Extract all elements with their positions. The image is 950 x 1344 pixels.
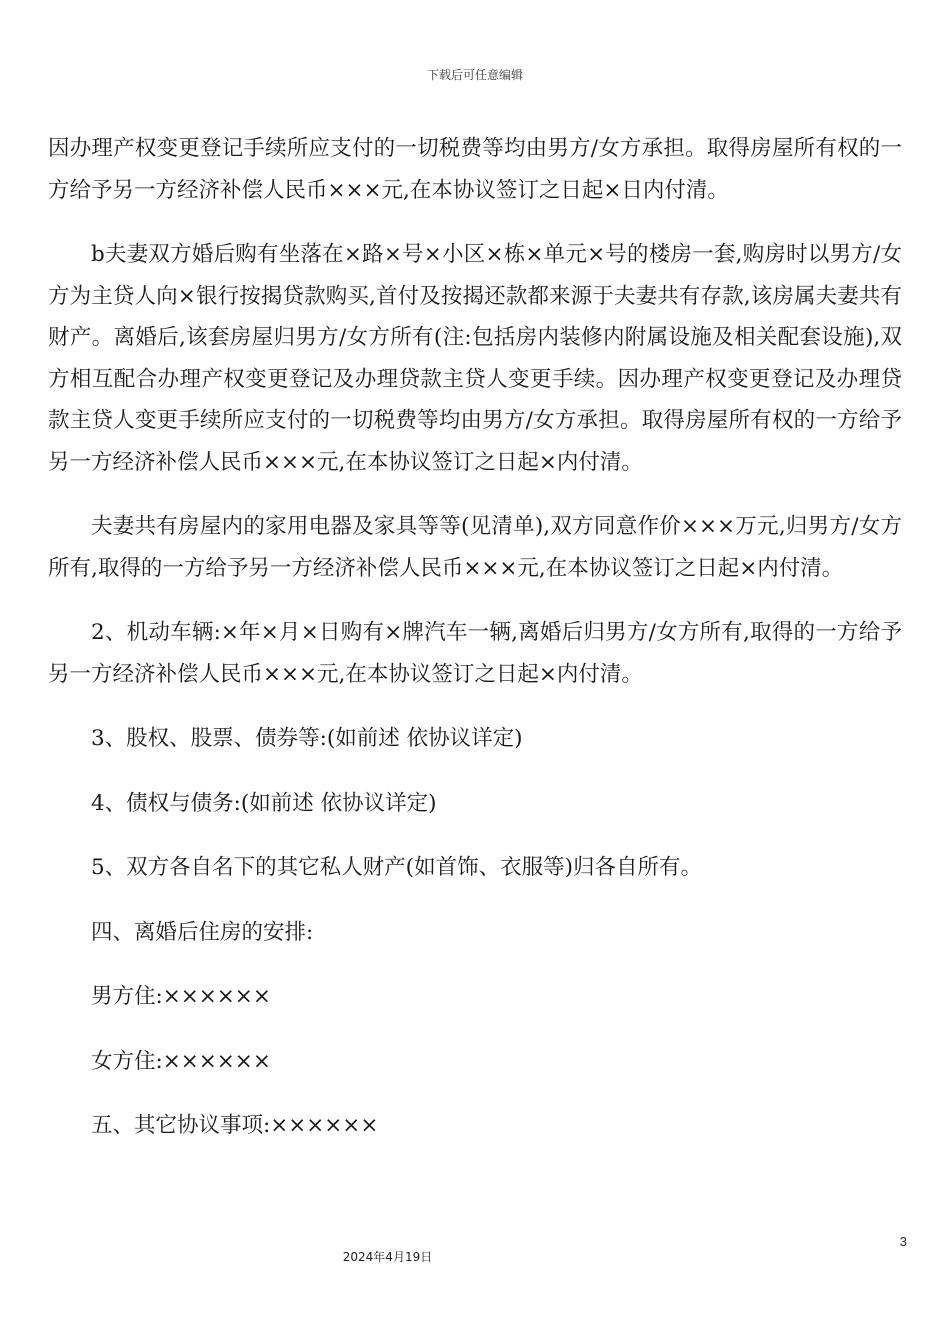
page-header: 下载后可任意编辑 [426, 68, 523, 82]
paragraph-personal-property: 5、双方各自名下的其它私人财产(如首饰、衣服等)归各自所有。 [91, 855, 702, 880]
paragraph-female-residence: 女方住:×××××× [91, 1048, 271, 1074]
paragraph-mortgage-house: b夫妻双方婚后购有坐落在×路×号×小区×栋×单元×号的楼房一套,购房时以男方/女方为主贷人向×银行按揭贷款购买,首付及按揭还款都来源于夫妻共有存款,该房属夫妻共有财产。离婚后,该套房屋归男方/女方所有(注:包括房内装修内附属设施及相关配套设施),双方相互配合办理产权变更登记及办理贷款主贷人变更手续。因办理产权变更登记及办理贷款主贷人变更手续所应支付的一切税费等均由男方/女方承担。取得房屋所有权的一方给予另一方经济补偿人民币×××元,在本协议签订之日起×内付清。 [48, 242, 902, 475]
paragraph-appliances: 夫妻共有房屋内的家用电器及家具等等(见清单),双方同意作价×××万元,归男方/女方所有,取得的一方给予另一方经济补偿人民币×××元,在本协议签订之日起×内付清。 [48, 514, 902, 581]
paragraph-male-residence: 男方住:×××××× [91, 984, 271, 1009]
page-number: 3 [899, 1234, 907, 1249]
paragraph-debts: 4、债权与债务:(如前述 依协议详定) [91, 790, 437, 816]
paragraph-stocks: 3、股权、股票、债券等:(如前述 依协议详定) [91, 726, 523, 751]
section-heading-housing: 四、离婚后住房的安排: [91, 919, 314, 945]
paragraph-tax-continuation: 因办理产权变更登记手续所应支付的一切税费等均由男方/女方承担。取得房屋所有权的一方给予另一方经济补偿人民币×××元,在本协议签订之日起×日内付清。 [48, 136, 902, 203]
footer-date: 2024年4月19日 [342, 1250, 433, 1264]
section-heading-other-matters: 五、其它协议事项:×××××× [91, 1113, 379, 1138]
paragraph-vehicle: 2、机动车辆:×年×月×日购有×牌汽车一辆,离婚后归男方/女方所有,取得的一方给予另一方经济补偿人民币×××元,在本协议签订之日起×内付清。 [48, 620, 902, 687]
document-body [48, 128, 902, 1170]
